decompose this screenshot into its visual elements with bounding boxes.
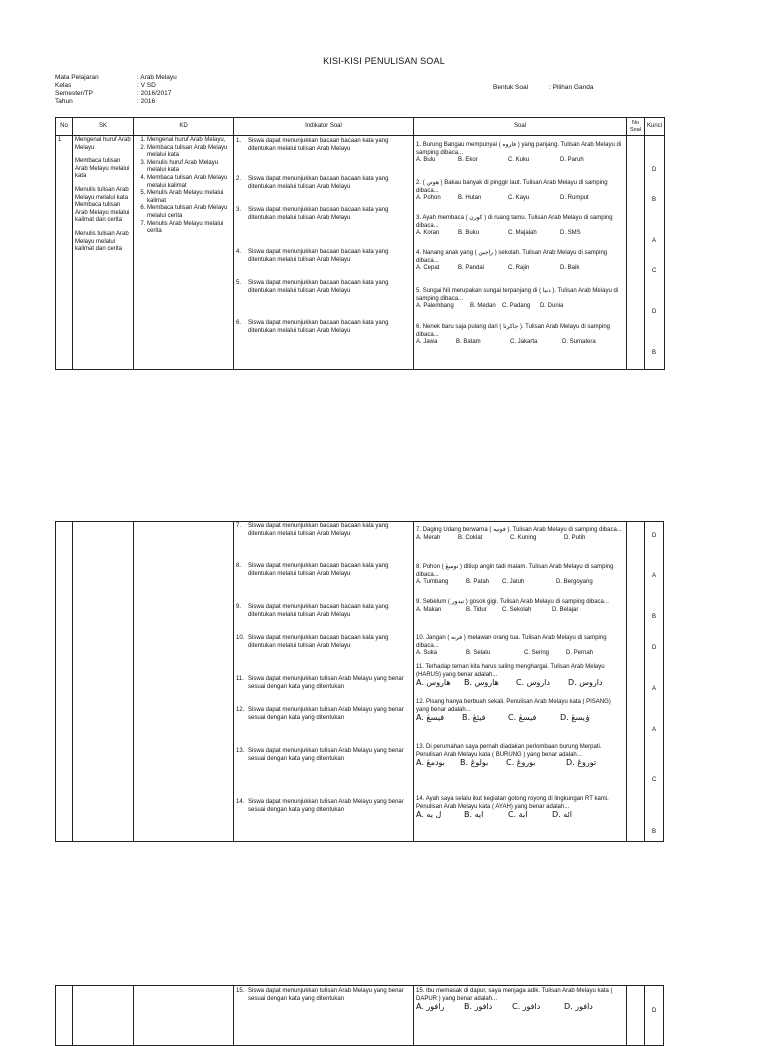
meta-value: : Arab Melayu bbox=[137, 74, 177, 81]
question-text: ( هوتن ) Bakau banyak di pinggir laut. Tulisan Arab Melayu di samping dibaca... bbox=[416, 180, 608, 194]
header-sk: SK bbox=[73, 118, 134, 136]
kd-item: 2. Membaca tulisan Arab Melayu melalui kata bbox=[147, 145, 231, 160]
indikator-text: Siswa dapat menunjukkan bacaan bacaan kata yang ditentukan melalui tulisan Arab Melayu bbox=[248, 207, 389, 221]
question-item bbox=[416, 324, 622, 347]
option: B. Patah bbox=[466, 579, 490, 586]
row-number bbox=[56, 986, 73, 1046]
document-title: KISI-KISI PENULISAN SOAL bbox=[323, 56, 445, 66]
meta-row bbox=[55, 98, 257, 106]
question-options bbox=[416, 579, 622, 587]
question-text: Burung Bangau mempunyai ( فاروه ) yang panjang. Tulisan Arab Melayu di samping dibaca... bbox=[416, 142, 622, 156]
meta-row bbox=[55, 90, 257, 98]
option: B. Batam bbox=[456, 339, 481, 346]
indikator-text: Siswa dapat menunjukkan bacaan bacaan kata yang ditentukan melalui tulisan Arab Melayu bbox=[248, 138, 389, 152]
meta-value: : V SD bbox=[137, 82, 156, 89]
option: B. هاروس bbox=[464, 678, 499, 688]
option: D. توروڠ bbox=[566, 758, 597, 768]
answer-key: A bbox=[652, 573, 657, 579]
sk-item: Menulis tulisan Arab Melayu melalui kata bbox=[75, 186, 129, 201]
question-text: Sebelum ( تيدور ) gosok gigi. Tulisan Arab Melayu di samping dibaca... bbox=[422, 599, 609, 605]
sk-item: Mengenal huruf Arab Melayu bbox=[75, 137, 131, 151]
question-number: 10. bbox=[416, 635, 425, 641]
option: C. دافور bbox=[512, 1002, 541, 1012]
soal-cell bbox=[414, 986, 627, 1046]
no-soal-cell bbox=[627, 986, 645, 1046]
kunci-cell bbox=[645, 136, 665, 370]
indikator-text: Siswa dapat menunjukkan bacaan bacaan kata yang ditentukan melalui tulisan Arab Melayu bbox=[248, 604, 389, 618]
option: B. Coklat bbox=[458, 534, 483, 541]
indikator-text: Siswa dapat menunjukkan bacaan bacaan kata yang ditentukan melalui tulisan Arab Melayu bbox=[248, 280, 389, 294]
question-item bbox=[416, 180, 622, 203]
answer-key: C bbox=[652, 268, 657, 274]
option: B. ايه bbox=[464, 810, 484, 820]
question-number: 6. bbox=[416, 324, 422, 330]
question-item bbox=[416, 527, 622, 542]
option: C. Kuku bbox=[508, 157, 530, 164]
option: A. Koran bbox=[416, 230, 440, 237]
soal-cell bbox=[414, 136, 627, 370]
question-text: Nenek baru saja pulang dari ( جاكرتا ). Tulisan Arab Melayu di samping dibaca... bbox=[416, 324, 610, 338]
meta-row bbox=[55, 82, 257, 90]
option: C. Kuning bbox=[510, 534, 537, 541]
option: A. بودمڠ bbox=[416, 758, 445, 768]
bentuk-soal bbox=[493, 84, 593, 91]
option: A. Bulu bbox=[416, 157, 436, 164]
question-text: Di perumahan saya pernah diadakan perlombaan burung Merpati. Penulisan Arab Melayu kata ( BURUNG ) yang benar adalah... bbox=[416, 744, 602, 758]
kd-cell bbox=[134, 522, 234, 842]
question-options bbox=[416, 679, 622, 687]
question-item bbox=[416, 635, 622, 658]
option: A. ل يه bbox=[416, 810, 442, 820]
question-text: Daging Udang berwarna ( فوتيه ). Tulisan Arab Melayu di samping dibaca... bbox=[422, 527, 622, 533]
option: B. Hutan bbox=[458, 195, 482, 202]
question-number: 12. bbox=[416, 699, 425, 705]
option: D. Bergoyang bbox=[556, 579, 593, 586]
option: B. Tidur bbox=[466, 606, 487, 613]
question-options bbox=[416, 230, 622, 238]
question-text: Ayah saya selalu ikut kegiatan gotong royong di lingkungan RT kami. Penulisan Arab Melayu kata ( AYAH) yang benar adalah... bbox=[416, 796, 609, 810]
bentuk-value: : Pilihan Ganda bbox=[549, 84, 594, 91]
option: B. Selalu bbox=[466, 650, 491, 657]
no-soal-cell bbox=[627, 136, 645, 370]
answer-key: D bbox=[652, 645, 657, 651]
kd-item: 5. Menulis Arab Melayu melalui kalimat bbox=[147, 190, 231, 205]
meta-block bbox=[55, 74, 257, 106]
meta-value: : 2016/2017 bbox=[137, 90, 172, 97]
meta-value: : 2016 bbox=[137, 98, 156, 105]
question-text: Jangan ( فرنه ) melawan orang tua. Tulisan Arab Melayu di samping dibaca... bbox=[416, 635, 607, 649]
option: B. Buku bbox=[458, 230, 480, 237]
question-options bbox=[416, 195, 622, 203]
question-item bbox=[416, 288, 622, 311]
question-text: Pohon ( تومبڠ ) ditiup angin tadi malam. Tulisan Arab Melayu di samping dibaca... bbox=[416, 564, 614, 578]
bentuk-key: Bentuk Soal bbox=[493, 84, 529, 91]
question-options bbox=[416, 759, 622, 767]
question-text: Terhadap teman kita harus saling menghargai. Tulisan Arab Melayu (HARUS) yang benar adalah... bbox=[416, 664, 605, 678]
option: A. Pohon bbox=[416, 195, 441, 202]
option: D. Sumatera bbox=[562, 339, 596, 346]
option: A. Jawa bbox=[416, 339, 438, 346]
indikator-text: Siswa dapat menunjukkan bacaan bacaan kata yang ditentukan melalui tulisan Arab Melayu bbox=[248, 523, 389, 537]
question-number: 3. bbox=[416, 215, 422, 221]
question-number: 14. bbox=[416, 796, 425, 802]
answer-key: D bbox=[652, 167, 657, 173]
header-soal: Soal bbox=[414, 118, 627, 136]
option: A. Suka bbox=[416, 650, 438, 657]
question-text: Pisang hanya berbuah sekali. Penulisan Arab Melayu kata ( PISANG) yang benar adalah... bbox=[416, 699, 611, 713]
indikator-text: Siswa dapat menunjukkan tulisan Arab Melayu yang benar sesuai dengan kata yang ditentukan bbox=[248, 988, 404, 1002]
answer-key: D bbox=[652, 309, 657, 315]
option: A. فيسڠ bbox=[416, 713, 445, 723]
option: D. ۏيسڠ bbox=[560, 713, 590, 723]
option: B. فيثڠ bbox=[462, 713, 486, 723]
question-number: 4. bbox=[416, 250, 422, 256]
meta-key: Mata Pelajaran bbox=[55, 74, 99, 81]
indikator-text: Siswa dapat menunjukkan bacaan bacaan kata yang ditentukan melalui tulisan Arab Melayu bbox=[248, 320, 389, 334]
indikator-text: Siswa dapat menunjukkan tulisan Arab Melayu yang benar sesuai dengan kata yang ditentukan bbox=[248, 799, 404, 813]
option: C. فيسڠ bbox=[508, 713, 537, 723]
kd-item: 4. Membaca tulisan Arab Melayu melalui kalimat bbox=[147, 175, 231, 190]
indikator-cell: 15. Siswa dapat menunjukkan tulisan Arab Melayu yang benar sesuai dengan kata yang ditentukan bbox=[234, 986, 414, 1046]
question-options bbox=[416, 265, 622, 273]
indikator-text: Siswa dapat menunjukkan bacaan bacaan kata yang ditentukan melalui tulisan Arab Melayu bbox=[248, 249, 389, 263]
option: D. Dunia bbox=[540, 303, 564, 310]
answer-key: B bbox=[652, 197, 657, 203]
no-soal-cell bbox=[627, 522, 645, 842]
option: D. Rumput bbox=[560, 195, 589, 202]
answer-key: A bbox=[652, 727, 657, 733]
answer-key: B bbox=[652, 614, 657, 620]
option: C. Kayu bbox=[508, 195, 530, 202]
soal-cell bbox=[414, 522, 627, 842]
indikator-text: Siswa dapat menunjukkan bacaan bacaan kata yang ditentukan melalui tulisan Arab Melayu bbox=[248, 635, 389, 649]
option: D. Baik bbox=[560, 265, 580, 272]
kd-cell bbox=[134, 136, 234, 370]
meta-key: Kelas bbox=[55, 82, 72, 89]
option: C. Majalah bbox=[508, 230, 537, 237]
kunci-cell bbox=[645, 986, 664, 1046]
option: A. Palembang bbox=[416, 303, 454, 310]
option: D. Belajar bbox=[552, 606, 579, 613]
option: C. Sekolah bbox=[502, 606, 532, 613]
question-options bbox=[416, 157, 622, 165]
kd-item: 3. Menulis huruf Arab Melayu melalui kata bbox=[147, 160, 231, 175]
question-options bbox=[416, 811, 622, 819]
option: D. دافور bbox=[564, 1002, 593, 1012]
answer-key: B bbox=[652, 350, 657, 356]
question-number: 1. bbox=[416, 142, 422, 148]
answer-key: A bbox=[652, 686, 657, 692]
header-no: No bbox=[56, 118, 73, 136]
header-indikator: Indikator Soal bbox=[234, 118, 414, 136]
question-number: 15. bbox=[416, 988, 425, 994]
question-text: Sungai Nil merupakan sungai terpanjang di ( دنيا ). Tulisan Arab Melayu di samping dibaca... bbox=[416, 288, 619, 302]
question-text: Nanang anak yang ( راجين ) sekolah. Tulisan Arab Melayu di samping dibaca... bbox=[416, 250, 608, 264]
meta-key: Tahun bbox=[55, 98, 73, 105]
option: C. Jakarta bbox=[510, 339, 538, 346]
indikator-cell: 1. Siswa dapat menunjukkan bacaan bacaan kata yang ditentukan melalui tulisan Arab Melayu 2. Siswa dapat menunjukkan bacaan bacaan kata yang ditentukan melalui tulisan Arab Melayu 3. Siswa dapat menunjukkan bacaan bacaan kata yang ditentukan melalui tulisan Arab Melayu 4. Siswa dapat menunjukkan bacaan bacaan kata yang ditentukan melalui tulisan Arab Melayu 5. Siswa dapat menunjukkan bacaan bacaan kata yang ditentukan melalui tulisan Arab Melayu 6. Siswa dapat menunjukkan bacaan bacaan kata yang ditentukan melalui tulisan Arab Melayu bbox=[234, 136, 414, 370]
question-item bbox=[416, 215, 622, 238]
option: C. Sering bbox=[524, 650, 550, 657]
question-number: 13. bbox=[416, 744, 425, 750]
kisi-table-3 bbox=[55, 985, 664, 1046]
option: C. Rajin bbox=[508, 265, 530, 272]
option: D. Putih bbox=[564, 534, 586, 541]
answer-key: D bbox=[652, 1008, 657, 1014]
option: C. بوروڠ bbox=[506, 758, 536, 768]
question-options bbox=[416, 303, 622, 311]
sk-cell bbox=[73, 986, 134, 1046]
option: C. داروس bbox=[516, 678, 550, 688]
sk-item: Menulis tulisan Arab Melayu melalui kalimat dan cerita bbox=[75, 230, 129, 253]
option: C. ابة bbox=[508, 810, 528, 820]
indikator-text: Siswa dapat menunjukkan bacaan bacaan kata yang ditentukan melalui tulisan Arab Melayu bbox=[248, 563, 389, 577]
option: D. ائه bbox=[552, 810, 572, 820]
question-number: 2. bbox=[416, 180, 422, 186]
option: B. دافور bbox=[464, 1002, 493, 1012]
question-options bbox=[416, 714, 622, 722]
question-item bbox=[416, 796, 622, 819]
header-kunci: Kunci bbox=[645, 118, 665, 136]
sk-item: Membaca tulisan Arab Melayu melalui kalimat dan cerita bbox=[75, 202, 130, 224]
question-item bbox=[416, 988, 622, 1011]
question-number: 8. bbox=[416, 564, 422, 570]
question-options bbox=[416, 1003, 622, 1011]
option: A. Merah bbox=[416, 534, 441, 541]
indikator-text: Siswa dapat menunjukkan tulisan Arab Melayu yang benar sesuai dengan kata yang ditentukan bbox=[248, 707, 404, 721]
option: D. Paruh bbox=[560, 157, 584, 164]
indikator-text: Siswa dapat menunjukkan tulisan Arab Melayu yang benar sesuai dengan kata yang ditentukan bbox=[248, 748, 404, 762]
question-number: 5. bbox=[416, 288, 422, 294]
kd-item: 7. Menulis Arab Melayu melalui cerita bbox=[147, 221, 231, 236]
row-number bbox=[56, 522, 73, 842]
kisi-table-2 bbox=[55, 521, 664, 842]
question-text: Ibu memasak di dapur, saya menjaga adik. Tulisan Arab Melayu kata ( DAPUR ) yang benar adalah... bbox=[416, 988, 613, 1002]
question-item bbox=[416, 664, 622, 687]
kd-item: 1. Mengenal huruf Arab Melayu, bbox=[147, 137, 231, 145]
question-number: 9. bbox=[416, 599, 422, 605]
question-item bbox=[416, 744, 622, 767]
option: D. SMS bbox=[560, 230, 581, 237]
kd-cell bbox=[134, 986, 234, 1046]
kunci-cell bbox=[645, 522, 664, 842]
question-options bbox=[416, 650, 622, 658]
answer-key: A bbox=[652, 238, 657, 244]
option: D. Pernah bbox=[566, 650, 594, 657]
option: A. Makan bbox=[416, 606, 442, 613]
question-text: Ayah membaca ( كورن ) di ruang tamu. Tulisan Arab Melayu di samping dibaca... bbox=[416, 215, 613, 229]
indikator-text: Siswa dapat menunjukkan tulisan Arab Melayu yang benar sesuai dengan kata yang ditentukan bbox=[248, 676, 404, 690]
option: B. Pandai bbox=[458, 265, 485, 272]
meta-key: Semester/TP bbox=[55, 90, 93, 97]
indikator-text: Siswa dapat menunjukkan bacaan bacaan kata yang ditentukan melalui tulisan Arab Melayu bbox=[248, 176, 389, 190]
question-number: 11. bbox=[416, 664, 424, 670]
answer-key: D bbox=[652, 533, 657, 539]
option: B. Ekor bbox=[458, 157, 478, 164]
option: A. هاروس bbox=[416, 678, 451, 688]
option: C. Jatuh bbox=[502, 579, 525, 586]
kd-item: 6. Membaca tulisan Arab Melayu melalui cerita bbox=[147, 205, 231, 220]
sk-item: Membaca tulisan Arab Melayu melalui kata bbox=[75, 158, 130, 180]
question-options bbox=[416, 535, 622, 543]
option: A. Cepat bbox=[416, 265, 440, 272]
row-number: 1 bbox=[56, 136, 73, 370]
option: C. Padang bbox=[502, 303, 531, 310]
option: D. داروس bbox=[568, 678, 603, 688]
answer-key: B bbox=[652, 829, 657, 835]
question-item bbox=[416, 599, 622, 614]
question-item bbox=[416, 250, 622, 273]
option: B. Medan bbox=[470, 303, 496, 310]
question-options bbox=[416, 339, 622, 347]
sk-cell bbox=[73, 136, 134, 370]
question-item bbox=[416, 142, 622, 165]
question-item bbox=[416, 699, 622, 722]
question-item bbox=[416, 564, 622, 587]
option: A. Tumbang bbox=[416, 579, 449, 586]
answer-key: C bbox=[652, 777, 657, 783]
option: A. رافور bbox=[416, 1002, 445, 1012]
kisi-table-1 bbox=[55, 117, 665, 370]
question-options bbox=[416, 607, 622, 615]
sk-cell bbox=[73, 522, 134, 842]
header-no-soal: No Soal bbox=[627, 118, 645, 136]
meta-row bbox=[55, 74, 257, 82]
header-kd: KD bbox=[134, 118, 234, 136]
indikator-cell: 7. Siswa dapat menunjukkan bacaan bacaan kata yang ditentukan melalui tulisan Arab Melayu 8. Siswa dapat menunjukkan bacaan bacaan kata yang ditentukan melalui tulisan Arab Melayu 9. Siswa dapat menunjukkan bacaan bacaan kata yang ditentukan melalui tulisan Arab Melayu 10. Siswa dapat menunjukkan bacaan bacaan kata yang ditentukan melalui tulisan Arab Melayu 11. Siswa dapat menunjukkan tulisan Arab Melayu yang benar sesuai dengan kata yang ditentukan 12. Siswa dapat menunjukkan tulisan Arab Melayu yang benar sesuai dengan kata yang ditentukan 13. Siswa dapat menunjukkan tulisan Arab Melayu yang benar sesuai dengan kata yang ditentukan 14. Siswa dapat menunjukkan tulisan Arab Melayu yang benar sesuai dengan kata yang ditentukan bbox=[234, 522, 414, 842]
question-number: 7. bbox=[416, 527, 422, 533]
option: B. بولوڠ bbox=[460, 758, 489, 768]
